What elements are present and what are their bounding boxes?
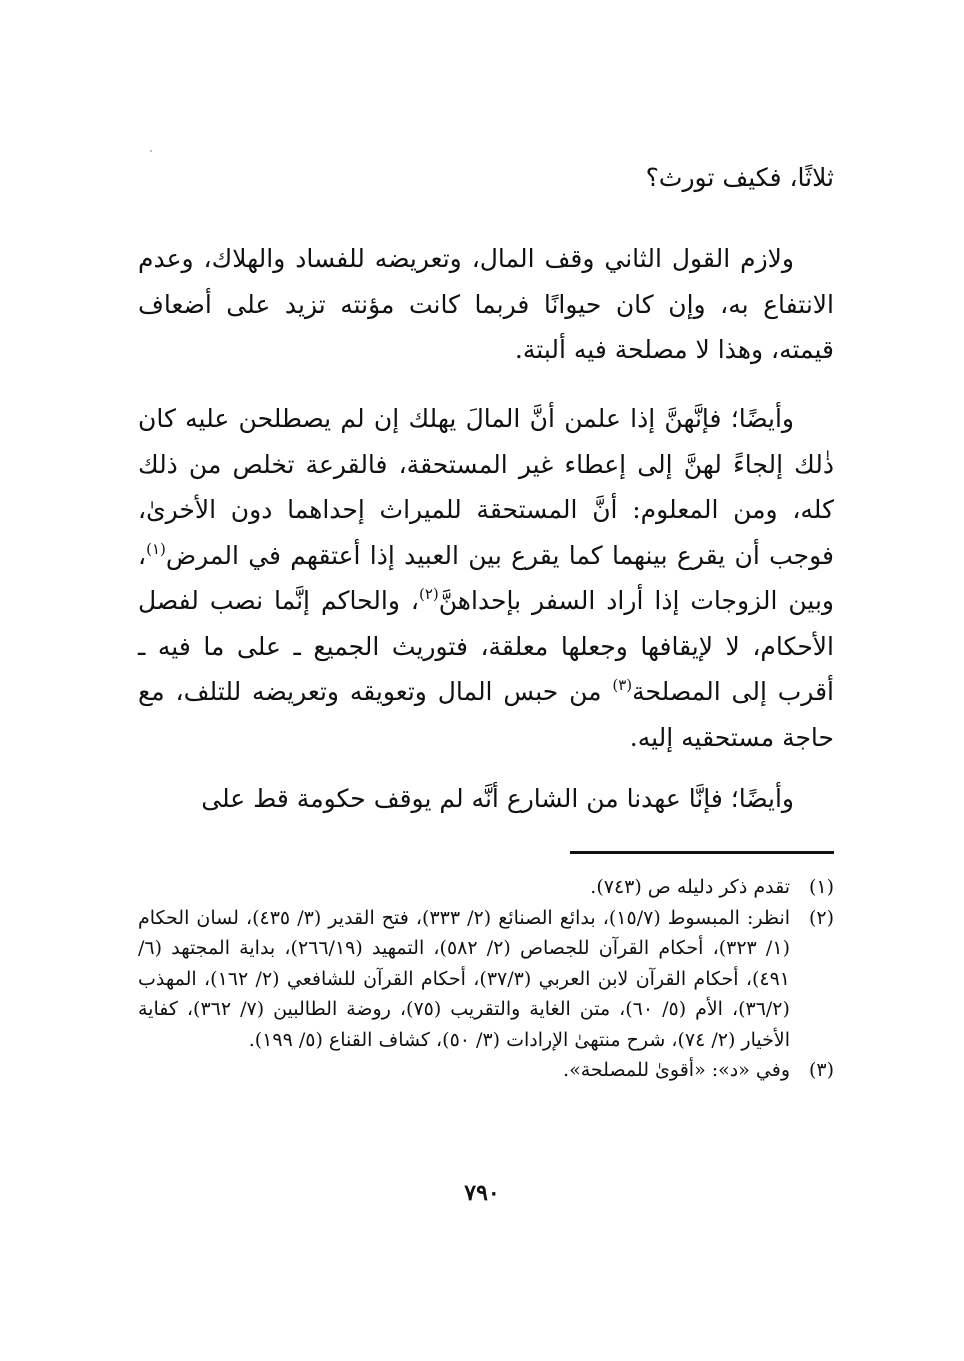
paragraph-2-segment: وأيضًا؛ فإنَّهنَّ إذا علمن أنَّ المالَ يهلك إن لم يصطلحن عليه كان ذٰلك إلجاءً لهنَّ إلى إعطاء غير المستحقة، فالقرعة تخلص من ذلك كله، ومن المعلوم: أنَّ المستحقة للميراث إحداهما دون الأخرىٰ، فوجب أن يقرع بينهما كما يقرع بين العبيد إذا أعتقهم في المرض xyxy=(138,404,834,570)
footnote-ref-1: (١) xyxy=(146,539,166,558)
paragraph-2-segment: من حبس المال وتعويقه وتعريضه للتلف، مع حاجة مستحقيه إليه. xyxy=(138,677,834,752)
paragraph-2-segment: ، وبين الزوجات إذا أراد السفر بإحداهنَّ xyxy=(138,540,834,615)
footnote-text: انظر: المبسوط (١٥/٧)، بدائع الصنائع (٢/ ٣٣٣)، فتح القدير (٣/ ٤٣٥)، لسان الحكام (١/ ٣٢٣)، أحكام القرآن للجصاص (٢/ ٥٨٢)، التمهيد (٢٦٦/١٩)، بداية المجتهد (٦/ ٤٩١)، أحكام القرآن لابن العربي (٣٧/٣)، أحكام القرآن للشافعي (٢/ ١٦٢)، المهذب (٣٦/٢)، الأم (٥/ ٦٠)، متن الغاية والتقريب (٧٥)، روضة الطالبين (٧/ ٣٦٢)، كفاية الأخيار (٢/ ٧٤)، شرح منتهىٰ الإرادات (٣/ ٥٠)، كشاف القناع (٥/ ١٩٩). xyxy=(138,906,791,1051)
opening-line: ثلاثًا، فكيف تورث؟ xyxy=(645,163,834,192)
footnote-ref-3: (٣) xyxy=(612,676,633,694)
paragraph-1: ولازم القول الثاني وقف المال، وتعريضه للفساد والهلاك، وعدم الانتفاع به، وإن كان حيوانًا فربما كانت مؤنته تزيد على أضعاف قيمته، وهذا لا مصلحة فيه ألبتة. xyxy=(138,244,834,364)
footnote-number: (١) xyxy=(808,876,834,898)
scan-dot xyxy=(150,150,152,152)
footnotes xyxy=(138,872,834,1086)
footnote-number: (٢) xyxy=(808,906,834,929)
footnote-1 xyxy=(138,872,834,903)
footnote-number: (٣) xyxy=(808,1059,834,1081)
footnote-text: تقدم ذكر دليله ص (٧٤٣). xyxy=(590,876,790,898)
footnote-2 xyxy=(138,903,834,1056)
footnote-text: وفي «د»: «أقوىٰ للمصلحة». xyxy=(563,1059,790,1081)
footnote-3 xyxy=(138,1055,834,1086)
footnote-ref-2: (٢) xyxy=(418,585,439,603)
paragraph-2 xyxy=(138,396,834,760)
paragraph-3: وأيضًا؛ فإنَّا عهدنا من الشارع أنَّه لم يوقف حكومة قط على xyxy=(201,784,794,813)
paragraph-2-segment: ، والحاكم إنَّما نصب لفصل الأحكام، لا لإيقافها وجعلها معلقة، فتوريث الجميع ـ على ما فيه ـ أقرب إلى المصلحة xyxy=(138,586,834,706)
page-number: ٧٩٠ xyxy=(464,1180,500,1206)
footnote-divider xyxy=(570,851,834,854)
